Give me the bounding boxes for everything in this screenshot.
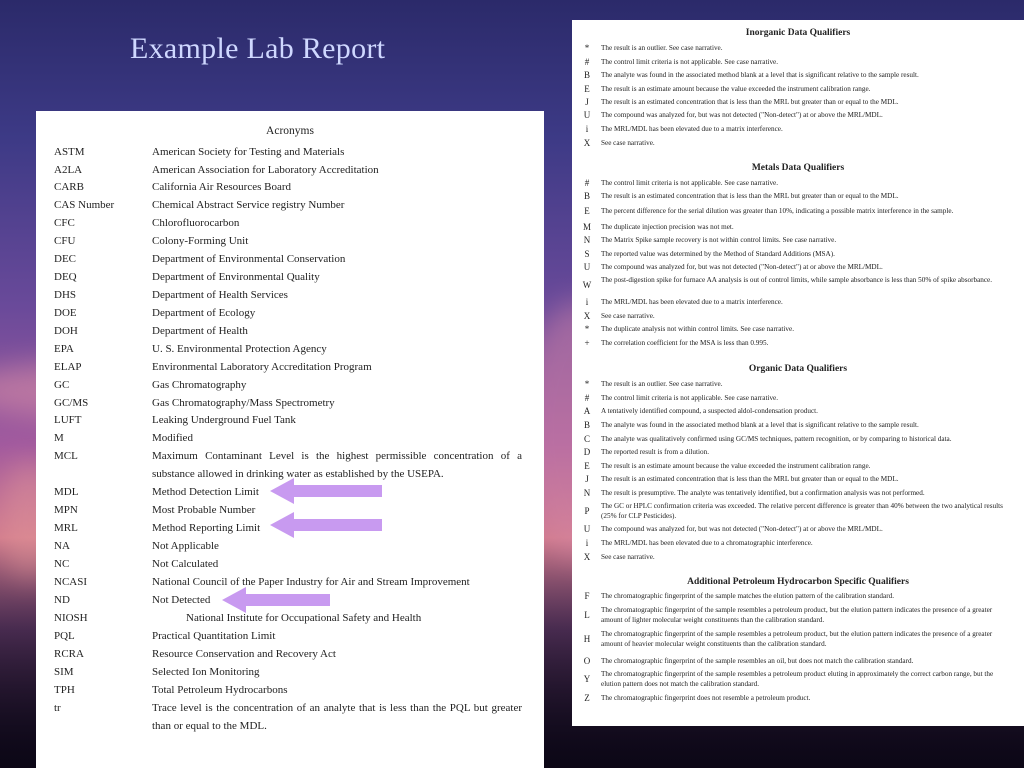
qualifier-text: The chromatographic fingerprint of the sample resembles a petroleum product eluting in approximately the correct carbon range, but the elution pattern does not match the calibration standard. — [601, 670, 994, 688]
qualifier-code: U — [583, 524, 591, 534]
acronym-definition: Not Applicable — [152, 540, 219, 552]
acronym-definition: Method Detection Limit — [152, 486, 259, 498]
acronym-definition: Most Probable Number — [152, 504, 256, 516]
qualifier-code: X — [583, 138, 591, 148]
acronym-abbr: SIM — [54, 666, 74, 678]
qualifier-text: The percent difference for the serial dilution was greater than 10%, indicating a possible matrix interference in the sample. — [601, 207, 954, 215]
acronyms-page — [36, 111, 544, 768]
qualifier-text: The result is an outlier. See case narrative. — [601, 44, 723, 52]
qualifier-code: U — [583, 262, 591, 272]
acronym-definition: Not Calculated — [152, 558, 219, 570]
qualifier-code: Z — [584, 693, 590, 703]
acronym-definition: Maximum Contaminant Level is the highest permissible concentration of a substance allowed in drinking water as established by the USEPA. — [152, 450, 522, 480]
acronym-abbr: CFU — [54, 235, 76, 247]
qualifier-code: L — [584, 610, 590, 620]
acronym-definition: Department of Ecology — [152, 307, 256, 319]
qualifier-text: The duplicate analysis not within control limits. See case narrative. — [601, 325, 795, 333]
acronym-definition: Trace level is the concentration of an analyte that is less than the PQL but greater than or equal to the MDL. — [152, 702, 522, 732]
acronym-abbr: NCASI — [54, 576, 88, 588]
acronym-abbr: DOE — [54, 307, 77, 319]
acronym-abbr: NIOSH — [54, 612, 88, 624]
acronym-definition: Gas Chromatography — [152, 379, 247, 391]
qualifier-text: The control limit criteria is not applicable. See case narrative. — [601, 58, 779, 66]
acronym-abbr: DEC — [54, 253, 76, 265]
qualifier-text: See case narrative. — [601, 553, 655, 561]
acronym-abbr: GC — [54, 379, 70, 391]
qualifier-code: J — [585, 474, 589, 484]
acronym-abbr: tr — [54, 702, 61, 714]
qualifier-text: The post-digestion spike for furnace AA analysis is out of control limits, while sample absorbance is less than 50% of spike absorbance. — [601, 276, 993, 284]
qualifier-text: The result is an estimated concentration that is less than the MRL but greater than or equal to the MDL. — [601, 475, 899, 483]
qualifier-text: The chromatographic fingerprint does not resemble a petroleum product. — [601, 694, 811, 702]
acronym-definition: Chemical Abstract Service registry Number — [152, 199, 345, 211]
acronym-definition: Gas Chromatography/Mass Spectrometry — [152, 397, 335, 409]
acronym-row — [54, 699, 524, 735]
acronym-definition: Colony-Forming Unit — [152, 235, 249, 247]
acronym-abbr: ASTM — [54, 146, 85, 158]
acronym-definition: Method Reporting Limit — [152, 522, 261, 534]
qualifier-code: i — [585, 124, 589, 134]
qualifier-text: The analyte was found in the associated method blank at a level that is significant relative to the sample result. — [601, 421, 919, 429]
highlight-arrow-icon — [222, 587, 334, 613]
acronym-definition: American Association for Laboratory Accreditation — [152, 164, 379, 176]
acronym-abbr: CFC — [54, 217, 75, 229]
acronym-definition: Leaking Underground Fuel Tank — [152, 414, 296, 426]
acronym-definition: Department of Environmental Quality — [152, 271, 320, 283]
qualifier-code: # — [584, 393, 590, 403]
metals-section-title: Metals Data Qualifiers — [751, 163, 845, 173]
qualifier-text: The compound was analyzed for, but was not detected ("Non-detect") at or above the MRL/MDL. — [601, 263, 883, 271]
qualifier-text: The result is an estimate amount because the value exceeded the instrument calibration range. — [601, 85, 871, 93]
acronym-abbr: NC — [54, 558, 70, 570]
acronym-definition: Chlorofluorocarbon — [152, 217, 240, 229]
qualifier-code: X — [583, 311, 591, 321]
qualifier-text: The result is an estimated concentration that is less than the MRL but greater than or equal to the MDL. — [601, 192, 899, 200]
qualifier-text: See case narrative. — [601, 312, 655, 320]
acronym-abbr: EPA — [54, 343, 74, 355]
qualifier-text: The result is an outlier. See case narrative. — [601, 380, 723, 388]
qualifier-text: The control limit criteria is not applicable. See case narrative. — [601, 394, 779, 402]
acronym-abbr: RCRA — [54, 648, 84, 660]
petroleum-section-title: Additional Petroleum Hydrocarbon Specific Qualifiers — [687, 577, 909, 587]
qualifier-code: E — [584, 84, 590, 94]
qualifier-code: F — [584, 591, 590, 601]
qualifier-text: The result is presumptive. The analyte was tentatively identified, but a confirmation analysis was not performed. — [601, 489, 925, 497]
qualifier-text: A tentatively identified compound, a suspected aldol-condensation product. — [601, 407, 818, 415]
qualifier-code: B — [583, 420, 590, 430]
acronym-abbr: M — [54, 432, 64, 444]
qualifier-code: i — [585, 538, 589, 548]
qualifier-text: The chromatographic fingerprint of the sample resembles a petroleum product, but the elution pattern indicates the presence of a greater amount of heavier molecular weight constituents than the calibration standard. — [601, 630, 993, 648]
qualifier-code: N — [583, 235, 591, 245]
acronym-definition: California Air Resources Board — [152, 181, 291, 193]
acronym-abbr: MRL — [54, 522, 78, 534]
acronym-abbr: NA — [54, 540, 70, 552]
acronym-abbr: GC/MS — [54, 397, 89, 409]
acronym-abbr: CAS Number — [54, 199, 115, 211]
qualifier-code: J — [585, 97, 589, 107]
qualifier-code: O — [583, 656, 591, 666]
acronym-definition: U. S. Environmental Protection Agency — [152, 343, 327, 355]
highlight-arrow-icon — [270, 478, 386, 504]
qualifier-text: The chromatographic fingerprint of the sample matches the elution pattern of the calibration standard. — [601, 592, 894, 600]
qualifier-text: The result is an estimated concentration that is less than the MRL but greater than or equal to the MDL. — [601, 98, 899, 106]
qualifier-text: The compound was analyzed for, but was not detected ("Non-detect") at or above the MRL/MDL. — [601, 111, 883, 119]
qualifier-code: B — [583, 70, 590, 80]
qualifier-text: The compound was analyzed for, but was not detected ("Non-detect") at or above the MRL/MDL. — [601, 525, 883, 533]
acronym-definition: American Society for Testing and Materials — [152, 146, 345, 158]
acronym-definition: National Institute for Occupational Safety and Health — [186, 612, 422, 624]
qualifier-text: The chromatographic fingerprint of the sample resembles an oil, but does not match the calibration standard. — [601, 657, 914, 665]
qualifier-code: * — [584, 324, 590, 334]
qualifier-text: The reported result is from a dilution. — [601, 448, 709, 456]
qualifier-code: M — [582, 222, 591, 232]
qualifier-code: B — [583, 191, 590, 201]
qualifier-text: The analyte was qualitatively confirmed using GC/MS techniques, pattern recognition, or by comparing to historical data. — [601, 435, 952, 443]
qualifier-code: + — [584, 338, 590, 348]
qualifier-text: The analyte was found in the associated method blank at a level that is significant relative to the sample result. — [601, 71, 919, 79]
acronym-abbr: MCL — [54, 450, 78, 462]
acronym-definition: Department of Health Services — [152, 289, 288, 301]
qualifier-code: # — [584, 57, 590, 67]
qualifier-code: E — [584, 206, 590, 216]
slide-title: Example Lab Report — [130, 32, 386, 65]
inorganic-section-title: Inorganic Data Qualifiers — [745, 28, 851, 38]
acronym-abbr: MDL — [54, 486, 79, 498]
qualifier-text: The result is an estimate amount because the value exceeded the instrument calibration range. — [601, 462, 871, 470]
qualifier-text: The duplicate injection precision was not met. — [601, 223, 734, 231]
qualifier-code: A — [583, 406, 591, 416]
acronym-abbr: DHS — [54, 289, 77, 301]
acronym-abbr: TPH — [54, 684, 75, 696]
qualifier-code: U — [583, 110, 591, 120]
qualifiers-page — [572, 20, 1024, 726]
acronym-definition: Selected Ion Monitoring — [152, 666, 260, 678]
qualifier-text: The Matrix Spike sample recovery is not within control limits. See case narrative. — [601, 236, 837, 244]
qualifier-text: The MRL/MDL has been elevated due to a chromatographic interference. — [601, 539, 813, 547]
qualifier-code: N — [583, 488, 591, 498]
qualifier-text: The MRL/MDL has been elevated due to a matrix interference. — [601, 125, 783, 133]
qualifier-code: X — [583, 552, 591, 562]
acronym-definition: Not Detected — [152, 594, 211, 606]
acronym-definition: Department of Health — [152, 325, 248, 337]
acronyms-title: Acronyms — [266, 125, 314, 137]
qualifier-text: The correlation coefficient for the MSA is less than 0.995. — [601, 339, 769, 347]
qualifier-code: # — [584, 178, 590, 188]
acronym-abbr: DOH — [54, 325, 78, 337]
highlight-arrow-icon — [270, 512, 386, 538]
qualifier-code: E — [584, 461, 590, 471]
acronym-abbr: CARB — [54, 181, 84, 193]
acronym-abbr: ELAP — [54, 361, 82, 373]
qualifier-text: The MRL/MDL has been elevated due to a matrix interference. — [601, 298, 783, 306]
qualifier-code: D — [583, 447, 591, 457]
qualifier-code: H — [583, 634, 591, 644]
qualifier-code: * — [584, 379, 590, 389]
qualifier-text: The control limit criteria is not applicable. See case narrative. — [601, 179, 779, 187]
acronym-definition: Total Petroleum Hydrocarbons — [152, 684, 288, 696]
qualifier-code: S — [584, 249, 590, 259]
acronym-definition: Modified — [152, 432, 193, 444]
acronym-abbr: DEQ — [54, 271, 77, 283]
qualifier-text: The GC or HPLC confirmation criteria was exceeded. The relative percent difference is greater than 40% between the two analytical results (25% for CLP Pesticides). — [601, 502, 1003, 520]
acronym-definition: Resource Conservation and Recovery Act — [152, 648, 336, 660]
acronym-definition: National Council of the Paper Industry for Air and Stream Improvement — [152, 576, 470, 588]
acronym-definition: Department of Environmental Conservation — [152, 253, 346, 265]
acronym-definition: Practical Quantitation Limit — [152, 630, 276, 642]
qualifier-code: * — [584, 43, 590, 53]
qualifier-text: See case narrative. — [601, 139, 655, 147]
qualifier-code: W — [582, 280, 592, 290]
acronym-abbr: PQL — [54, 630, 75, 642]
qualifier-code: C — [583, 434, 590, 444]
qualifier-text: The chromatographic fingerprint of the sample resembles a petroleum product, but the elution pattern indicates the presence of a greater amount of lighter molecular weight constituents than the calibration standard. — [601, 606, 993, 624]
qualifier-code: Y — [583, 674, 591, 684]
organic-section-title: Organic Data Qualifiers — [748, 364, 848, 374]
acronym-abbr: ND — [54, 594, 70, 606]
acronym-definition: Environmental Laboratory Accreditation Program — [152, 361, 372, 373]
qualifier-code: P — [584, 506, 590, 516]
qualifier-code: i — [585, 297, 589, 307]
acronym-abbr: A2LA — [54, 164, 83, 176]
qualifier-text: The reported value was determined by the Method of Standard Additions (MSA). — [601, 250, 835, 258]
acronym-abbr: MPN — [54, 504, 78, 516]
acronym-abbr: LUFT — [54, 414, 82, 426]
